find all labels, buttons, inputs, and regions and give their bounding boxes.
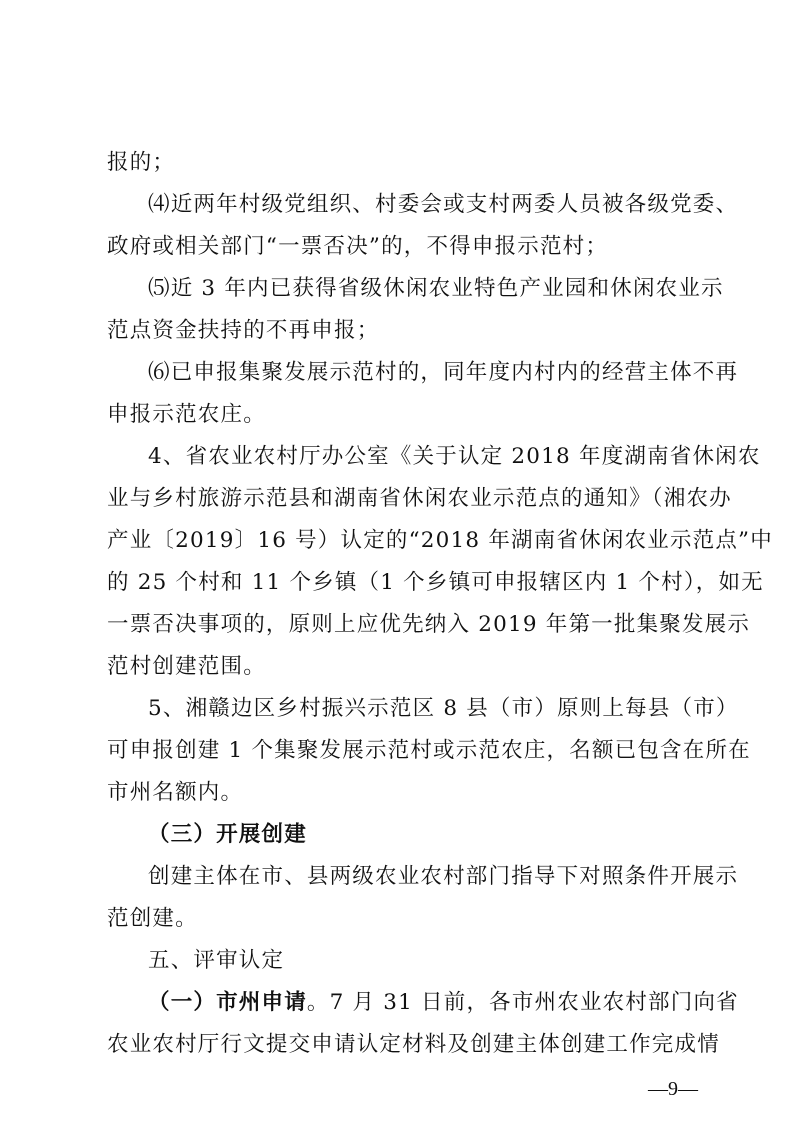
text-line: 范创建。	[107, 906, 198, 931]
text-line: 市州名额内。	[107, 780, 244, 805]
text-line: 报的；	[107, 150, 176, 175]
text-line: 产业〔2019〕16 号）认定的“2018 年湖南省休闲农业示范点”中	[107, 528, 773, 553]
text-line: 的 25 个村和 11 个乡镇（1 个乡镇可申报辖区内 1 个村），如无	[107, 570, 764, 595]
text-line: 可申报创建 1 个集聚发展示范村或示范农庄，名额已包含在所在	[107, 738, 751, 763]
text-line: 政府或相关部门“一票否决”的，不得申报示范村；	[107, 234, 609, 259]
inline-heading: （一）市州申请	[148, 990, 307, 1015]
text-line: 4、省农业农村厅办公室《关于认定 2018 年度湖南省休闲农	[148, 444, 761, 469]
text-line: 5、湘赣边区乡村振兴示范区 8 县（市）原则上每县（市）	[148, 696, 739, 721]
text-line: 一票否决事项的，原则上应优先纳入 2019 年第一批集聚发展示	[107, 612, 751, 637]
text-line	[0, 988, 793, 1018]
text-line: 范村创建范围。	[107, 654, 266, 679]
text-run: 。7 月 31 日前，各市州农业农村部门向省	[306, 990, 739, 1015]
text-line: 范点资金扶持的不再申报；	[107, 318, 380, 343]
text-line: 创建主体在市、县两级农业农村部门指导下对照条件开展示	[148, 864, 739, 889]
chapter-heading: 五、评审认定	[148, 948, 285, 973]
page-number: —9—	[648, 1078, 698, 1100]
text-line: ⑹已申报集聚发展示范村的，同年度内村内的经营主体不再	[148, 360, 739, 385]
text-line: ⑷近两年村级党组织、村委会或支村两委人员被各级党委、	[148, 192, 739, 217]
text-line: 申报示范农庄。	[107, 402, 266, 427]
text-line: ⑸近 3 年内已获得省级休闲农业特色产业园和休闲农业示	[148, 276, 724, 301]
text-line: 业与乡村旅游示范县和湖南省休闲农业示范点的通知》（湘农办	[107, 486, 732, 511]
text-line: 农业农村厅行文提交申请认定材料及创建主体创建工作完成情	[107, 1032, 720, 1057]
section-heading: （三）开展创建	[148, 822, 307, 847]
